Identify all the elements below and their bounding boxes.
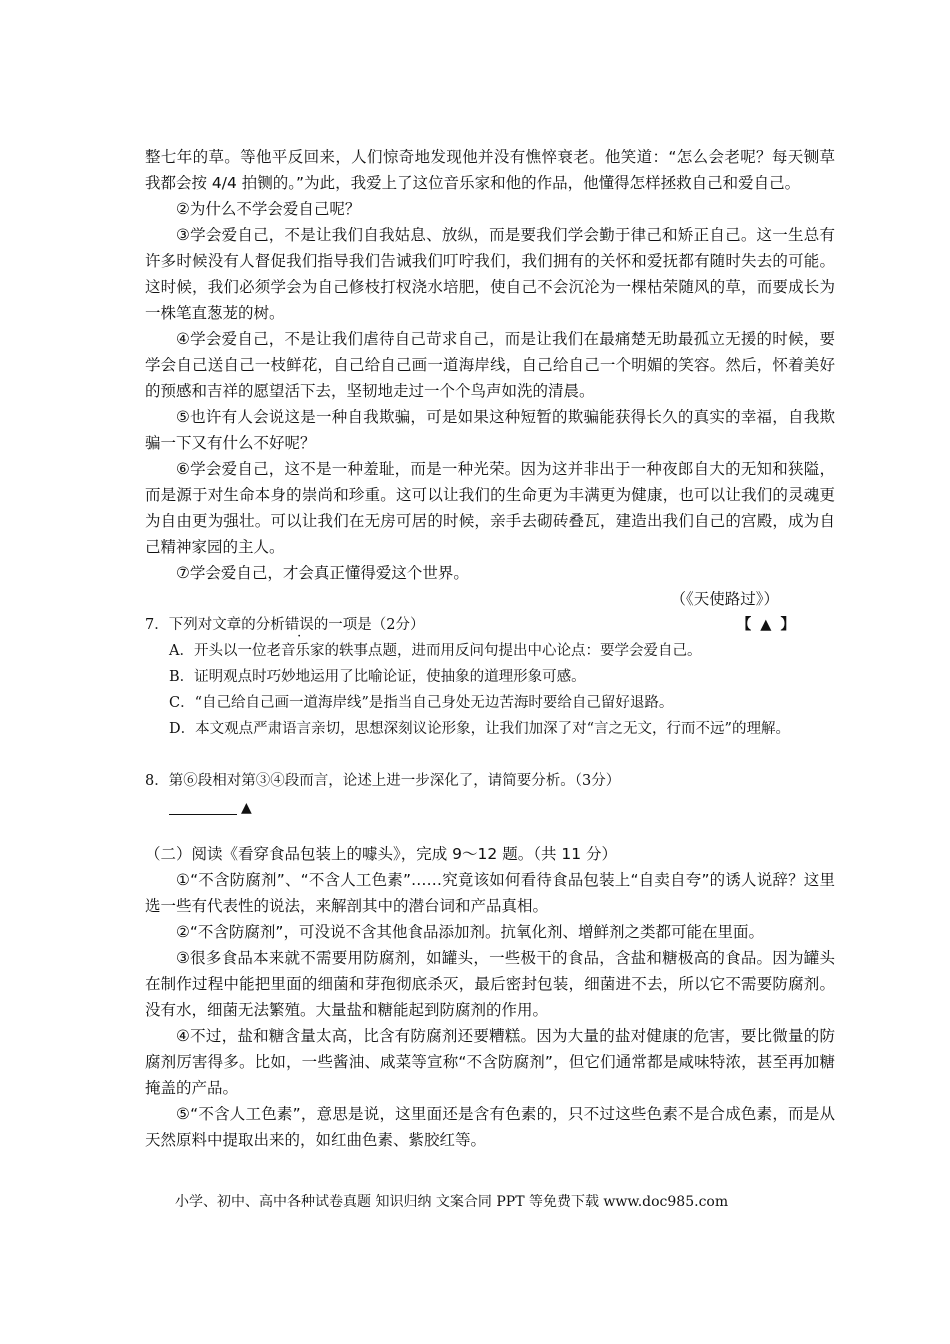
page-footer: 小学、初中、高中各种试卷真题 知识归纳 文案合同 PPT 等免费下载 www.doc985.com (175, 1194, 729, 1210)
article-paragraph: ②为什么不学会爱自己呢？ (176, 200, 361, 218)
q7-option-d: D．本文观点严肃语言亲切，思想深刻议论形象，让我们加深了对“言之无文，行而不远”的理解。 (169, 721, 790, 737)
section-2-heading: （二）阅读《看穿食品包装上的噱头》，完成 9～12 题。（共 11 分） (145, 845, 618, 863)
q7-stem-part: 7．下列对文章的分析 (145, 617, 285, 633)
document-body (145, 144, 835, 1153)
article-paragraph: ⑥学会爱自己，这不是一种羞耻，而是一种光荣。因为这并非出于一种夜郎自大的无知和狭隘，而是源于对生命本身的崇尚和珍重。这可以让我们的生命更为丰满更为健康，也可以让我们的灵魂更为自由更为强壮。可以让我们在无房可居的时候，亲手去砌砖叠瓦，建造出我们自己的宫殿，成为自己精神家园的主人。 (145, 460, 835, 556)
section-2-paragraph: ①“不含防腐剂”、“不含人工色素”……究竟该如何看待食品包装上“自卖自夸”的诱人说辞？这里选一些有代表性的说法，来解剖其中的潜台词和产品真相。 (145, 871, 835, 915)
question-7-stem (145, 612, 835, 638)
q7-stem-part: 的一项是（2分） (313, 617, 425, 633)
q7-option-b: B．证明观点时巧妙地运用了比喻论证，使抽象的道理形象可感。 (169, 669, 586, 685)
triangle-icon: ▲ (241, 800, 252, 816)
article-paragraph: 整七年的草。等他平反回来，人们惊奇地发现他并没有憔悴衰老。他笑道：“怎么会老呢？每天铡草我都会按 4/4 拍铡的。”为此，我爱上了这位音乐家和他的作品，他懂得怎样拯救自己和爱自己。 (145, 148, 835, 192)
article-paragraph: ⑦学会爱自己，才会真正懂得爱这个世界。 (176, 564, 469, 582)
answer-blank (169, 800, 237, 815)
section-2-paragraph: ⑤“不含人工色素”，意思是说，这里面还是含有色素的，只不过这些色素不是合成色素，而是从天然原料中提取出来的，如红曲色素、紫胶红等。 (145, 1105, 835, 1149)
section-2-paragraph: ②“不含防腐剂”，可没说不含其他食品添加剂。抗氧化剂、增鲜剂之类都可能在里面。 (176, 923, 764, 941)
q7-option-c: C．“自己给自己画一道海岸线”是指当自己身处无边苦海时要给自己留好退路。 (169, 695, 674, 711)
question-8-stem: 8．第⑥段相对第③④段而言，论述上进一步深化了，请简要分析。（3分） (145, 773, 621, 789)
section-2-paragraph: ④不过，盐和糖含量太高，比含有防腐剂还要糟糕。因为大量的盐对健康的危害，要比微量的防腐剂厉害得多。比如，一些酱油、咸菜等宣称“不含防腐剂”，但它们通常都是咸味特浓，甚至再加糖掩盖的产品。 (145, 1027, 835, 1097)
article-paragraph: ④学会爱自己，不是让我们虐待自己苛求自己，而是让我们在最痛楚无助最孤立无援的时候，要学会自己送自己一枝鲜花，自己给自己画一道海岸线，自己给自己一个明媚的笑容。然后，怀着美好的预感和吉祥的愿望活下去，坚韧地走过一个个鸟声如洗的清晨。 (145, 330, 835, 400)
spacer (145, 742, 835, 768)
spacer (145, 821, 835, 841)
q7-stem-emphasis: 错误 (284, 617, 314, 633)
q7-option-a: A．开头以一位老音乐家的轶事点题，进而用反问句提出中心论点：要学会爱自己。 (169, 643, 702, 659)
section-2-paragraph: ③很多食品本来就不需要用防腐剂，如罐头，一些极干的食品，含盐和糖极高的食品。因为罐头在制作过程中能把里面的细菌和芽孢彻底杀灭，最后密封包装，细菌进不去，所以它不需要防腐剂。没有水，细菌无法繁殖。大量盐和糖能起到防腐剂的作用。 (145, 949, 835, 1019)
article-paragraph: ③学会爱自己，不是让我们自我姑息、放纵，而是要我们学会勤于律己和矫正自己。这一生总有许多时候没有人督促我们指导我们告诫我们叮咛我们，我们拥有的关怀和爱抚都有随时失去的可能。这时候，我们必须学会为自己修枝打杈浇水培肥，使自己不会沉沦为一棵枯荣随风的草，而要成长为一株笔直葱茏的树。 (145, 226, 835, 322)
article-paragraph: ⑤也许有人会说这是一种自我欺骗，可是如果这种短暂的欺骗能获得长久的真实的幸福，自我欺骗一下又有什么不好呢？ (145, 408, 835, 452)
answer-bracket: 【 ▲ 】 (736, 616, 797, 633)
article-source: （《天使路过》） (670, 590, 779, 608)
q8-answer-line (145, 794, 835, 821)
